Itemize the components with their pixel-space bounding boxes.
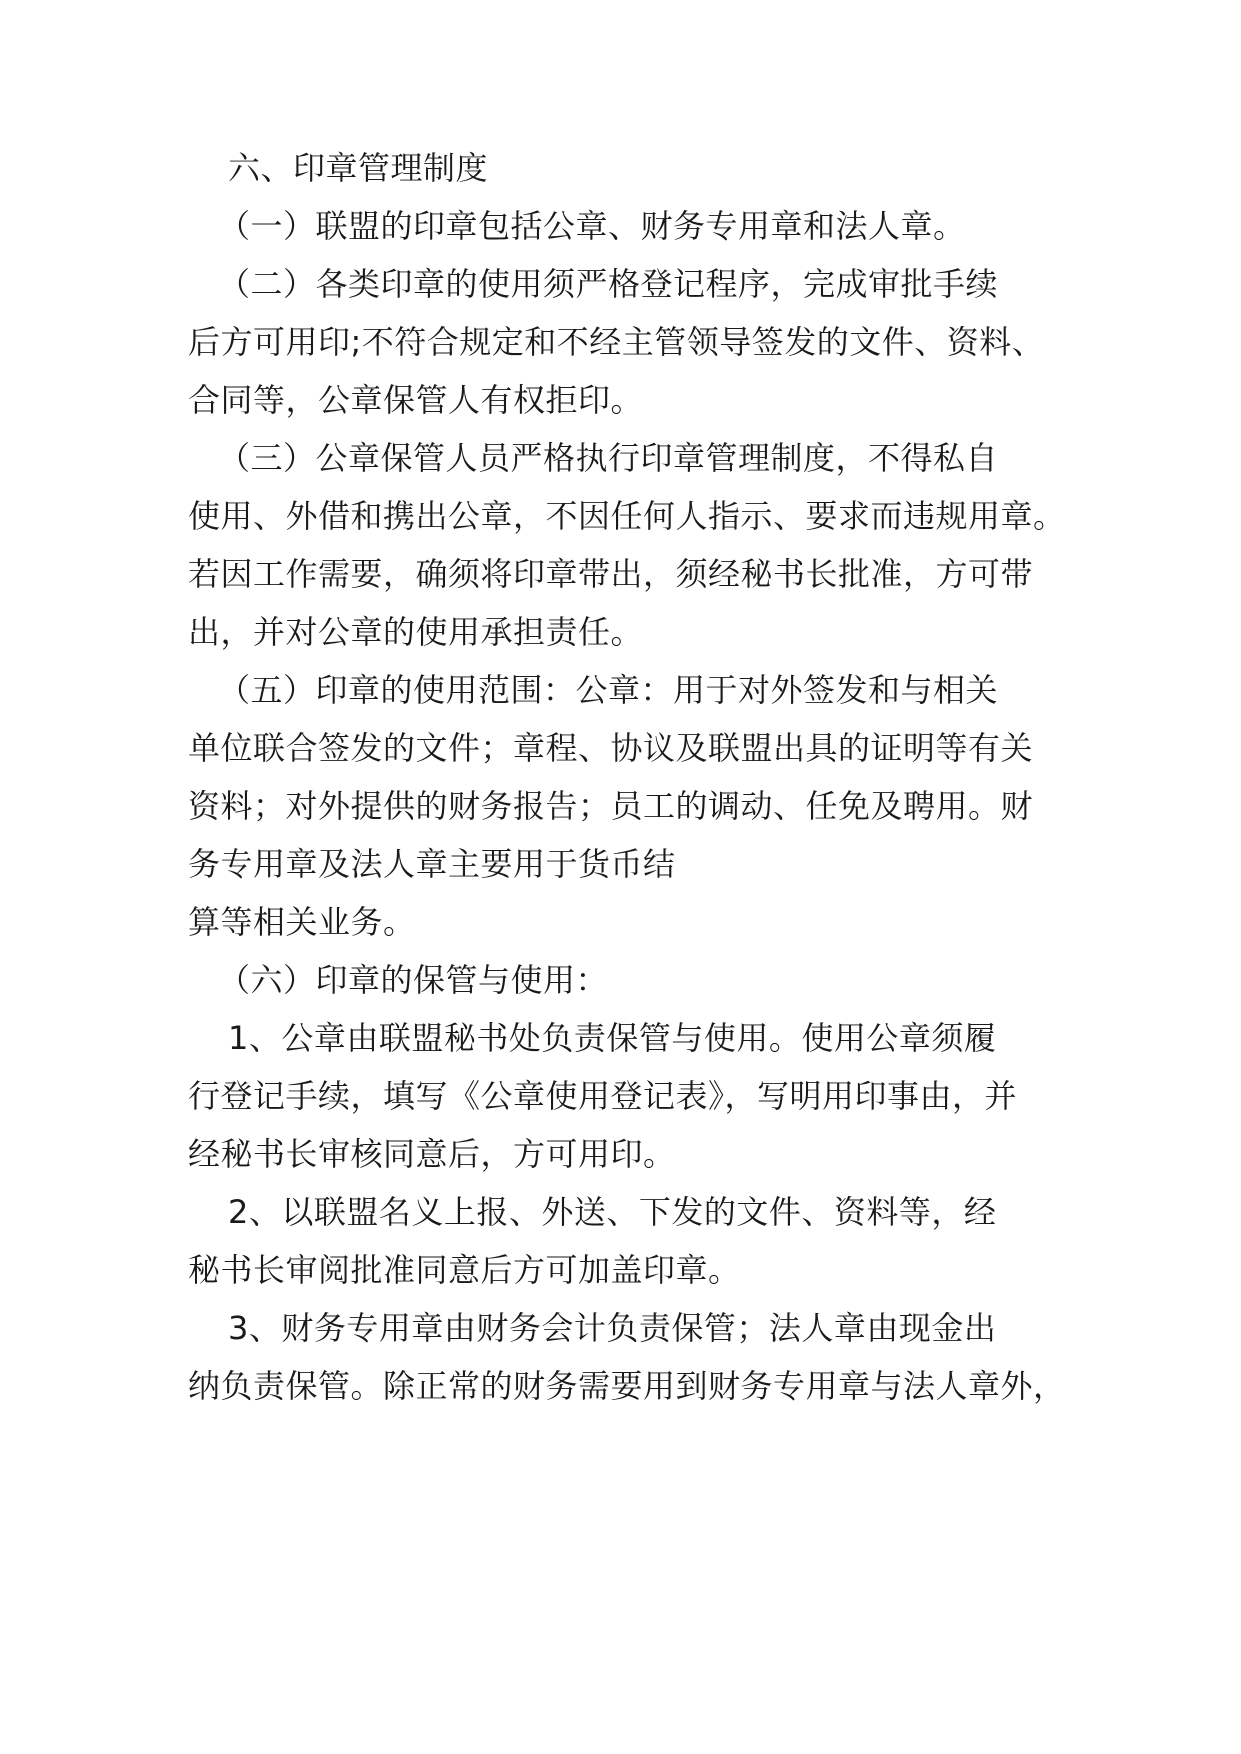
- paragraph-line: 秘书长审阅批准同意后方可加盖印章。: [188, 1251, 741, 1289]
- section-heading: 六、印章管理制度: [228, 149, 489, 187]
- paragraph-line: 纳负责保管。除正常的财务需要用到财务专用章与法人章外，: [188, 1367, 1066, 1405]
- paragraph-line: 算等相关业务。: [188, 903, 416, 941]
- paragraph-line: 1、公章由联盟秘书处负责保管与使用。使用公章须履: [228, 1019, 997, 1057]
- paragraph-line: （五）印章的使用范围：公章：用于对外签发和与相关: [218, 671, 999, 709]
- paragraph-line: （一）联盟的印章包括公章、财务专用章和法人章。: [218, 207, 966, 245]
- paragraph-line: （六）印章的保管与使用：: [218, 961, 609, 999]
- paragraph-line: 单位联合签发的文件；章程、协议及联盟出具的证明等有关: [188, 729, 1034, 767]
- paragraph-line: 使用、外借和携出公章，不因任何人指示、要求而违规用章。: [188, 497, 1066, 535]
- paragraph-line: 经秘书长审核同意后，方可用印。: [188, 1135, 676, 1173]
- paragraph-line: （三）公章保管人员严格执行印章管理制度，不得私自: [218, 439, 999, 477]
- paragraph-line: （二）各类印章的使用须严格登记程序，完成审批手续: [218, 265, 999, 303]
- paragraph-line: 3、财务专用章由财务会计负责保管；法人章由现金出: [228, 1309, 997, 1347]
- paragraph-line: 2、以联盟名义上报、外送、下发的文件、资料等，经: [228, 1193, 997, 1231]
- paragraph-line: 资料；对外提供的财务报告；员工的调动、任免及聘用。财: [188, 787, 1034, 825]
- paragraph-line: 出，并对公章的使用承担责任。: [188, 613, 644, 651]
- paragraph-line: 若因工作需要，确须将印章带出，须经秘书长批准，方可带: [188, 555, 1034, 593]
- paragraph-line: 行登记手续，填写《公章使用登记表》，写明用印事由，并: [188, 1077, 1018, 1115]
- paragraph-line: 务专用章及法人章主要用于货币结: [188, 845, 676, 883]
- paragraph-line: 后方可用印;不符合规定和不经主管领导签发的文件、资料、: [188, 323, 1045, 361]
- paragraph-line: 合同等，公章保管人有权拒印。: [188, 381, 644, 419]
